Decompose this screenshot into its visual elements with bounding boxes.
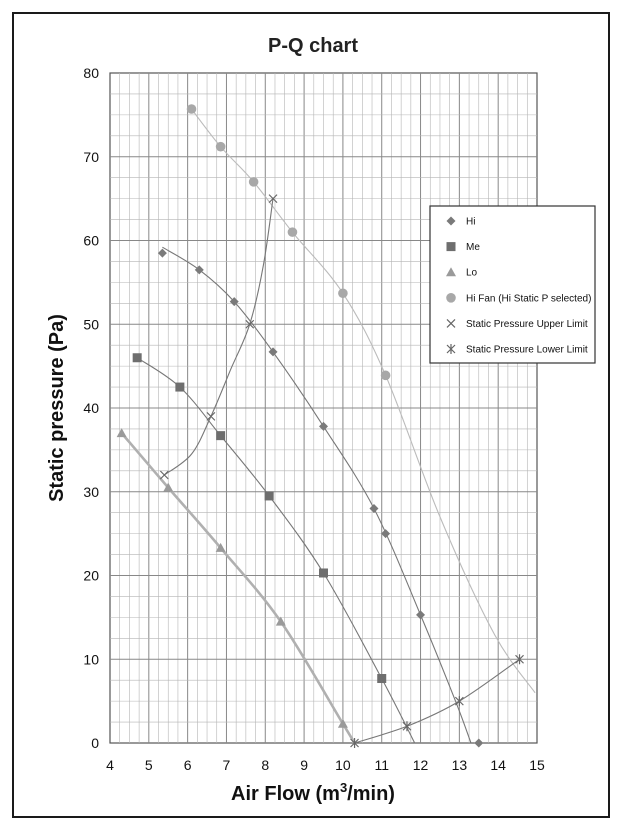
x-tick-label: 5 [144,757,153,773]
x-tick-label: 11 [374,757,390,773]
y-tick-label: 70 [83,148,99,165]
data-point [319,568,328,577]
x-axis-label: Air Flow $(m^3/\min)$ [231,780,395,805]
x-tick-labels [106,757,545,773]
y-tick-label: 30 [83,483,99,500]
x-tick-label: 12 [412,757,429,773]
legend-label: Hi [466,216,476,228]
data-point [377,674,386,683]
x-tick-label: 6 [183,757,192,773]
y-axis-label: Static pressure (Pa) [46,314,68,502]
legend-label: Static Pressure Lower Limit [466,344,588,356]
data-point [187,104,197,114]
x-tick-label: 14 [490,757,506,773]
y-tick-label: 10 [83,651,99,668]
y-tick-label: 50 [83,316,99,333]
y-tick-label: 0 [91,735,99,751]
y-tick-label: 60 [83,232,99,249]
x-tick-label: 10 [335,757,351,773]
legend-marker [446,293,456,303]
x-tick-label: 9 [300,757,308,773]
legend [430,206,595,363]
data-point [249,177,259,187]
x-tick-label: 13 [451,757,468,773]
data-point [265,491,274,500]
legend-label: Hi Fan (Hi Static P selected) [466,293,592,305]
data-point [288,227,298,237]
y-tick-label: 40 [83,400,99,416]
y-tick-label: 80 [83,65,99,81]
data-point [381,371,391,381]
legend-label: Static Pressure Upper Limit [466,318,588,330]
data-point [216,431,225,440]
x-tick-label: 4 [106,757,114,773]
legend-box [430,206,595,363]
legend-marker [447,242,456,251]
data-point [175,383,184,392]
data-point [216,142,226,152]
data-point [133,353,142,362]
y-tick-label: 20 [83,567,99,584]
chart-title: P-Q chart [267,35,359,57]
legend-label: Me [466,242,480,254]
grid [110,73,537,743]
legend-label: Lo [466,267,478,279]
data-point [338,288,348,298]
x-tick-label: 8 [261,757,270,773]
x-tick-label: 7 [222,757,231,773]
x-tick-label: 15 [529,757,545,773]
y-tick-labels [83,65,99,751]
